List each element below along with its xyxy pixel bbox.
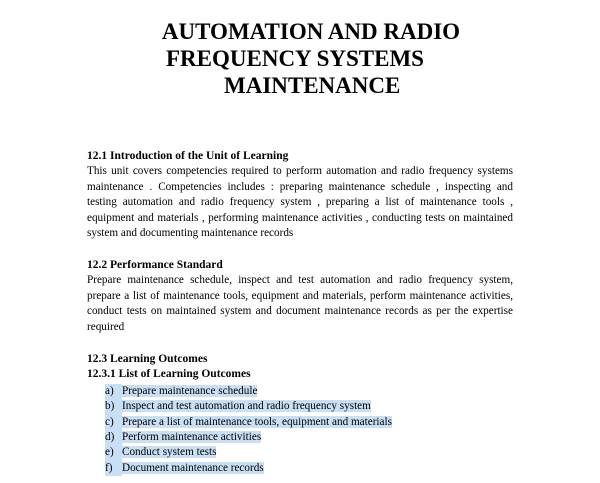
list-item[interactable] xyxy=(105,430,513,445)
list-item-text: Inspect and test automation and radio frequency system xyxy=(122,400,371,413)
section-learning-outcomes xyxy=(87,352,513,476)
list-item-text: Conduct system tests xyxy=(122,446,217,459)
list-marker: f) xyxy=(105,461,122,476)
list-item[interactable] xyxy=(105,461,513,476)
title-line-1: AUTOMATION AND RADIO xyxy=(161,19,461,44)
list-item[interactable] xyxy=(105,415,513,430)
section-heading-performance: 12.2 Performance Standard xyxy=(87,259,223,271)
section-performance-standard xyxy=(87,258,513,335)
list-item[interactable] xyxy=(105,384,513,399)
list-marker: c) xyxy=(105,415,122,430)
list-item[interactable] xyxy=(105,399,513,414)
list-marker: b) xyxy=(105,399,122,414)
list-item-text: Prepare maintenance schedule xyxy=(122,384,258,397)
section-introduction xyxy=(87,149,513,241)
list-marker: d) xyxy=(105,430,122,445)
subsection-heading-list-of-outcomes: 12.3.1 List of Learning Outcomes xyxy=(87,368,251,381)
learning-outcomes-list xyxy=(105,384,513,476)
section-heading-introduction: 12.1 Introduction of the Unit of Learning xyxy=(87,150,289,162)
list-marker: a) xyxy=(105,384,122,399)
document-title xyxy=(60,18,540,99)
list-item-text: Prepare a list of maintenance tools, equipment and materials xyxy=(122,415,392,428)
list-item-text: Document maintenance records xyxy=(122,461,264,474)
list-item-text: Perform maintenance activities xyxy=(122,430,262,443)
list-item[interactable] xyxy=(105,445,513,460)
title-line-3: MAINTENANCE xyxy=(224,73,401,98)
section-body-introduction: This unit covers competencies required to perform automation and radio frequency systems maintenance . Competencies includes : preparing maintenance schedule , inspecting and testing automation and radio frequency system , preparing a list of maintenance tools , equipment and materials , performing maintenance activities , conducting tests on maintained system and documenting maintenance records xyxy=(87,165,513,240)
section-body-performance: Prepare maintenance schedule, inspect and test automation and radio frequency system, prepare a list of maintenance tools, equipment and materials, perform maintenance activities, conduct tests on maintained system and document maintenance records as per the expertise required xyxy=(87,274,513,333)
section-heading-learning-outcomes: 12.3 Learning Outcomes xyxy=(87,353,208,365)
list-marker: e) xyxy=(105,445,122,460)
title-line-2: FREQUENCY SYSTEMS xyxy=(166,46,424,71)
